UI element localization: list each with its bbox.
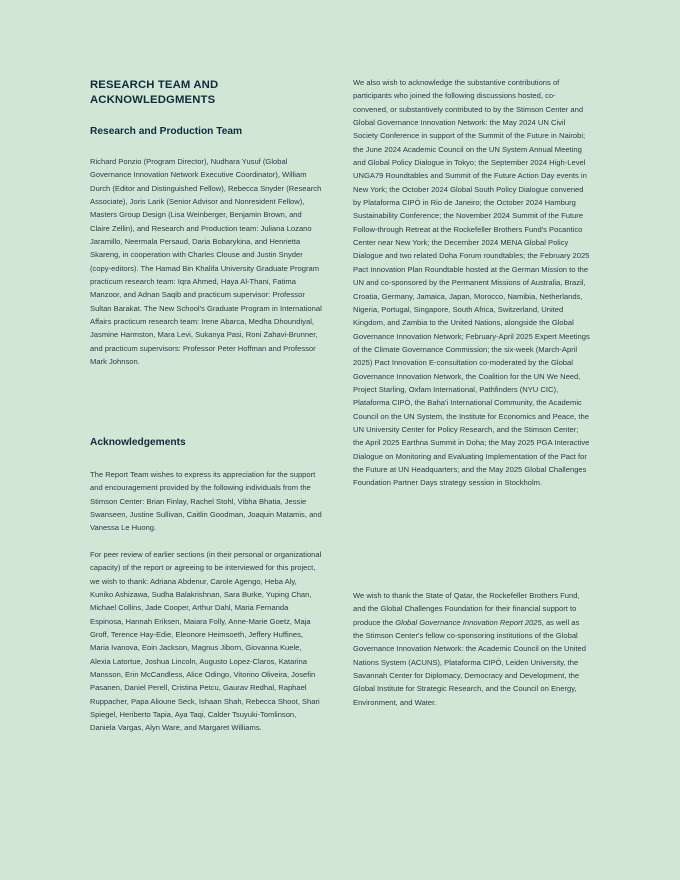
research-team-text: Richard Ponzio (Program Director), Nudhara Yusuf (Global Governance Innovation Network Executive Coordinator), William Durch (Editor and Distinguished Fellow), Rebecca Snyder (Research Associate), Joris Larik (Senior Advisor and Nonresident Fellow), Masters Group Design (Lisa Weinberger, Benjamin Brown, and Claire Zellin), and Research and Production team: Juliana Lozano Jaramillo, Neermala Persaud, Daria Bobarykina, and Henrietta Skareng, in cooperation with Charles Clouse and Justin Snyder (copy-editors). The Hamad Bin Khalifa University Graduate Program practicum research team: Iqra Ahmed, Haya Al-Thani, Fatima Manzoor, and Adnan Saqib and practicum supervisor: Professor Sultan Barakat. The New School's Graduate Program in International Affairs practicum research team: Irene Abarca, Medha Dhoundiyal, Jasmine Harmston, Mara Levi, Sukanya Pasi, Roni Zahavi-Brunner, and practicum supervisors: Professor Peter Hoffman and Professor Mark Johnson. xyxy=(90,157,322,367)
funding-text-start: We wish to thank the State of Qatar, the Rockefeller Brothers Fund, and the Global Challenges Foundation for their financial support to produce the xyxy=(353,591,580,627)
acknowledgements-paragraph-1: The Report Team wishes to express its appreciation for the support and encouragement provided by the following individuals from the Stimson Center: Brian Finlay, Rachel Stohl, Vibha Bhatia, Jessie Swanseen, Justine Sullivan, Caitlin Goodman, Joaquin Matamis, and Vanessa Le Huong. xyxy=(90,470,322,533)
acknowledgements-paragraph-2: For peer review of earlier sections (in their personal or organizational capacity) of the report or agreeing to be interviewed for this project, we wish to thank: Adriana Abdenur, Carole Agengo, Heba Aly, Kuniko Ashizawa, Sudha Balakrishnan, Sara Burke, Yuping Chan, Michael Collins, Jade Cooper, Arthur Dahl, Maria Fernanda Espinosa, Hannah Eriksen, Maiara Folly, Anne-Marie Goetz, Maja Groff, Terence Hay-Edie, Eleonore Heimsoeth, Jeffery Huffines, Maria Ivanova, Eoin Jackson, Magnus Jiborn, Giovanna Kuele, Alexia Latortue, Joshua Lincoln, Augusto Lopez-Claros, Katarina Mansson, Erin McCandless, Alice Odingo, Vitorino Oliveira, Josefin Pasanen, Daniel Perell, Cristina Petcu, Gaurav Redhal, Raphael Ruppacher, Papa Alioune Seck, Ishaan Shah, Rebecca Shoot, Shari Spiegel, Heriberto Tapia, Aya Taqi, Calder Tsuyuki-Tomlinson, Daniela Vargas, Alyn Ware, and Margaret Williams. xyxy=(90,550,322,733)
research-team-heading: Research and Production Team xyxy=(90,126,243,137)
funding-paragraph xyxy=(353,589,590,709)
acknowledgements-heading: Acknowledgements xyxy=(90,437,186,448)
page-title: RESEARCH TEAM AND ACKNOWLEDGMENTS xyxy=(90,79,219,106)
discussions-paragraph: We also wish to acknowledge the substantive contributions of participants who joined the following discussions hosted, co-convened, or substantively contributed to by the Stimson Center and Global Governance Innovation Network: the May 2024 UN Civil Society Conference in support of the Summit of the Future in Nairobi; the June 2024 Academic Council on the UN System Annual Meeting and Global Policy Dialogue in Tokyo; the September 2024 High-Level UNGA79 Roundtables and Summit of the Future Action Day events in New York; the October 2024 Global South Policy Dialogue convened by Plataforma CIPÓ in Rio de Janeiro; the October 2024 Hamburg Sustainability Conference; the November 2024 Summit of the Future Follow-through Retreat at the Rockefeller Brothers Fund's Pocantico Center near New York; the December 2024 MENA Global Policy Dialogue and two related Doha Forum roundtables; the February 2025 Pact Innovation Plan Roundtable hosted at the German Mission to the UN and co-sponsored by the Permanent Missions of Australia, Brazil, Croatia, Germany, Jamaica, Japan, Morocco, Namibia, Netherlands, Nigeria, Portugal, Singapore, South Africa, Switzerland, United Kingdom, and Zambia to the United Nations, alongside the Global Governance Innovation Network; February-April 2025 Expert Meetings of the Climate Governance Commission; the six-week (March-April 2025) Pact Innovation E-consultation co-moderated by the Global Governance Innovation Network, the Coalition for the UN We Need, Project Starling, Oxfam International, Pathfinders (NYU CIC), Plataforma CIPÓ, the Baha'i International Community, the Academic Council on the UN System, the Institute for Economics and Peace, the UN University Center for Policy Research, and the Stimson Center; the April 2025 Earthna Summit in Doha; the May 2025 PGA Interactive Dialogue on Monitoring and Evaluating Implementation of the Pact for the Future at UN Headquarters; and the May 2025 Global Challenges Foundation Partner Days strategy session in Stockholm. xyxy=(353,78,590,488)
funding-text-end: , as well as the Stimson Center's fellow co-sponsoring institutions of the Global Governance Innovation Network: the Academic Council on the United Nations System (ACUNS), Plataforma CIPÓ, Leiden University, the Savannah Center for Diplomacy, Democracy and Development, the Global Institute for Strategic Research, and the Council on Energy, Environment, and Water. xyxy=(353,617,587,707)
report-title-italic: Global Governance Innovation Report 2025 xyxy=(395,617,542,627)
